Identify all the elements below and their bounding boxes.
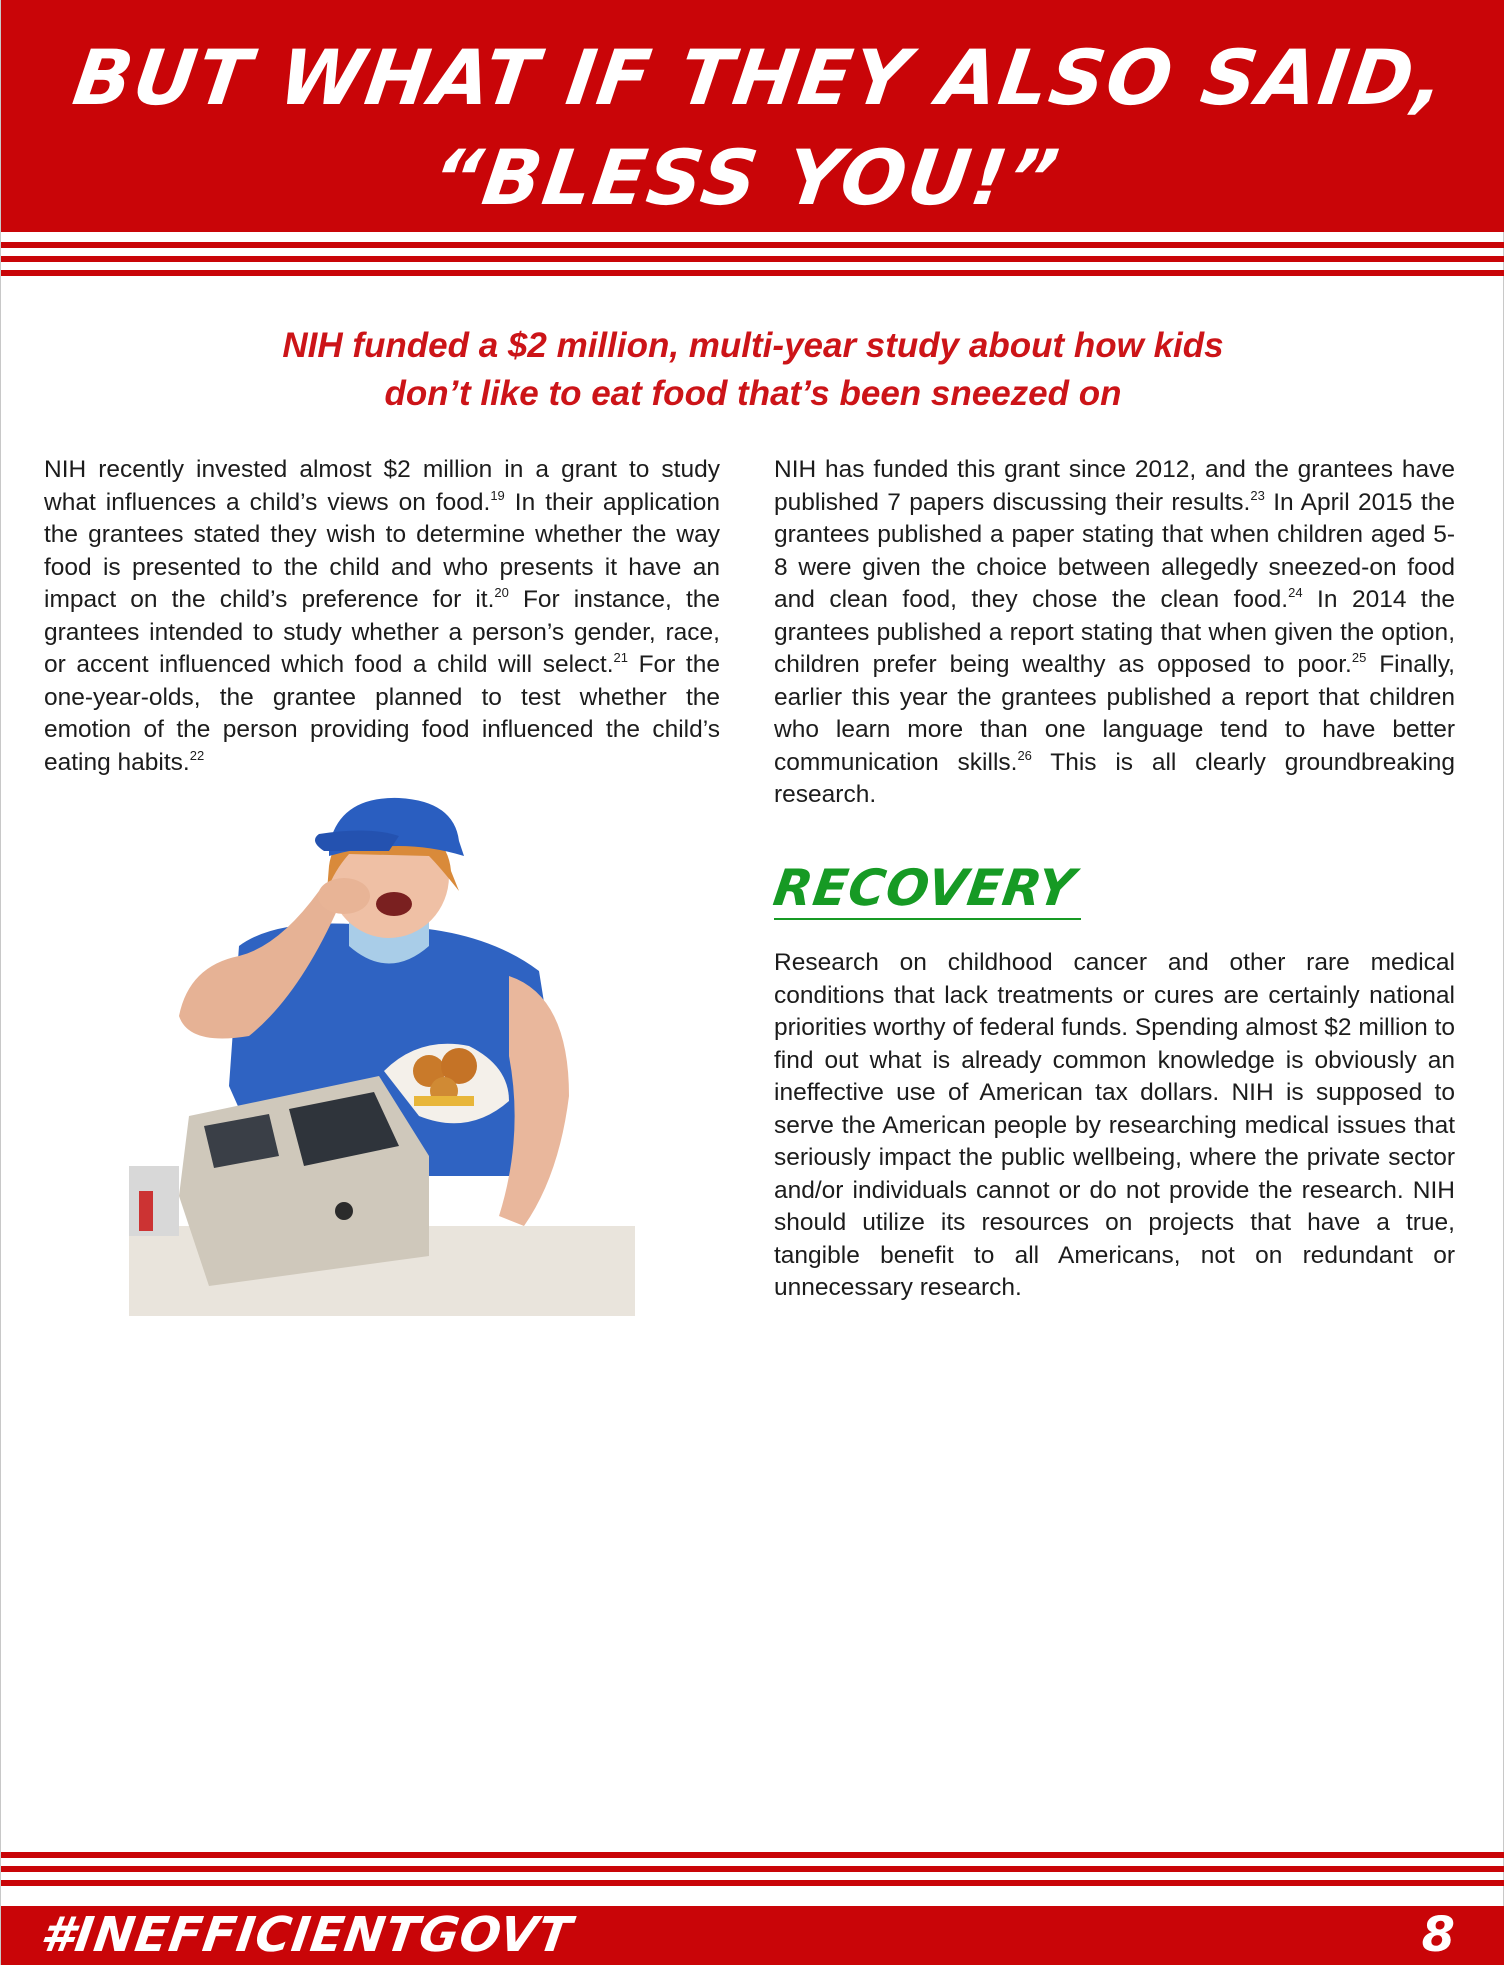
footnote-ref-23: 23: [1250, 487, 1265, 503]
subheading: [161, 322, 1345, 418]
fries: [414, 1096, 474, 1106]
footnote-ref-22: 22: [189, 747, 205, 763]
title-line-1: BUT WHAT IF THEY ALSO SAID,: [68, 33, 1453, 122]
footer-stripe-3: [1, 1880, 1504, 1886]
footnote-ref-21: 21: [613, 650, 628, 665]
recovery-underline: [774, 918, 1081, 920]
header-stripe-3: [1, 270, 1504, 276]
footnote-ref-19: 19: [490, 487, 505, 503]
sneezing-cashier-photo: [129, 796, 635, 1316]
open-mouth: [376, 892, 412, 916]
text-run: In April 2015 the grantees published a paper stating that when children aged 5-8 were given the choice between allegedly sneezed-on food and clean food, they chose the clean food.: [774, 488, 1455, 613]
left-column-paragraph: [44, 454, 720, 779]
napkin-dispenser: [129, 1166, 179, 1236]
napkin-dispenser-red: [139, 1191, 153, 1231]
text-run: NIH has funded this grant since 2012, and the grantees have published 7 papers discussing their results.: [774, 456, 1455, 516]
text-run: This is all clearly groundbreaking research.: [774, 748, 1455, 808]
text-run: For instance, the grantees intended to study whether a person’s gender, race, or accent influenced which food a child will select.: [44, 586, 720, 678]
header-stripe-1: [1, 242, 1504, 248]
text-run: In 2014 the grantees published a report stating that when given the option, children prefer being wealthy as opposed to poor.: [774, 586, 1455, 678]
text-run: In their application the grantees stated they wish to determine whether the way food is presented to the child and who presents it have an impact on the child’s preference for it.: [44, 488, 720, 613]
right-column-paragraph-2: Research on childhood cancer and other rare medical conditions that lack treatments or cures are certainly national priorities worthy of federal funds. Spending almost $2 million to find out what is already common knowledge is obviously an ineffective use of American tax dollars. NIH is supposed to serve the American people by researching medical issues that seriously impact the public wellbeing, where the private sector and/or individuals cannot or do not provide the research. NIH should utilize its resources on projects that have a true, tangible benefit to all Americans, not on redundant or unnecessary research.: [774, 949, 1455, 1301]
footer-hashtag: #INEFFICIENTGOVT: [37, 1907, 576, 1963]
page-number: 8: [1421, 1907, 1455, 1963]
footnote-ref-20: 20: [494, 585, 509, 600]
page-title: [0, 28, 1504, 228]
header-stripe-2: [1, 256, 1504, 262]
text-run: Finally, earlier this year the grantees published a report that children who learn more than one language tend to have better communication skills.: [774, 651, 1455, 776]
footnote-ref-26: 26: [1017, 747, 1032, 763]
subheading-line-1: NIH funded a $2 million, multi-year study about how kids: [282, 326, 1224, 365]
register-lock: [335, 1202, 353, 1220]
footnote-ref-25: 25: [1351, 650, 1367, 665]
text-run: For the one-year-olds, the grantee planned to test whether the emotion of the person providing food influenced the child’s eating habits.: [44, 651, 720, 776]
cap-brim: [315, 830, 399, 851]
footer-stripe-1: [1, 1852, 1504, 1858]
title-line-2: “BLESS YOU!”: [426, 133, 1066, 222]
subheading-line-2: don’t like to eat food that’s been sneezed on: [384, 374, 1122, 413]
footer-stripe-2: [1, 1866, 1504, 1872]
hand-at-nose: [318, 878, 370, 914]
recovery-heading: RECOVERY: [769, 859, 1080, 917]
text-run: NIH recently invested almost $2 million in a grant to study what influences a child’s views on food.: [44, 456, 720, 516]
right-column-paragraph-1: [774, 454, 1455, 812]
footnote-ref-24: 24: [1288, 585, 1303, 600]
